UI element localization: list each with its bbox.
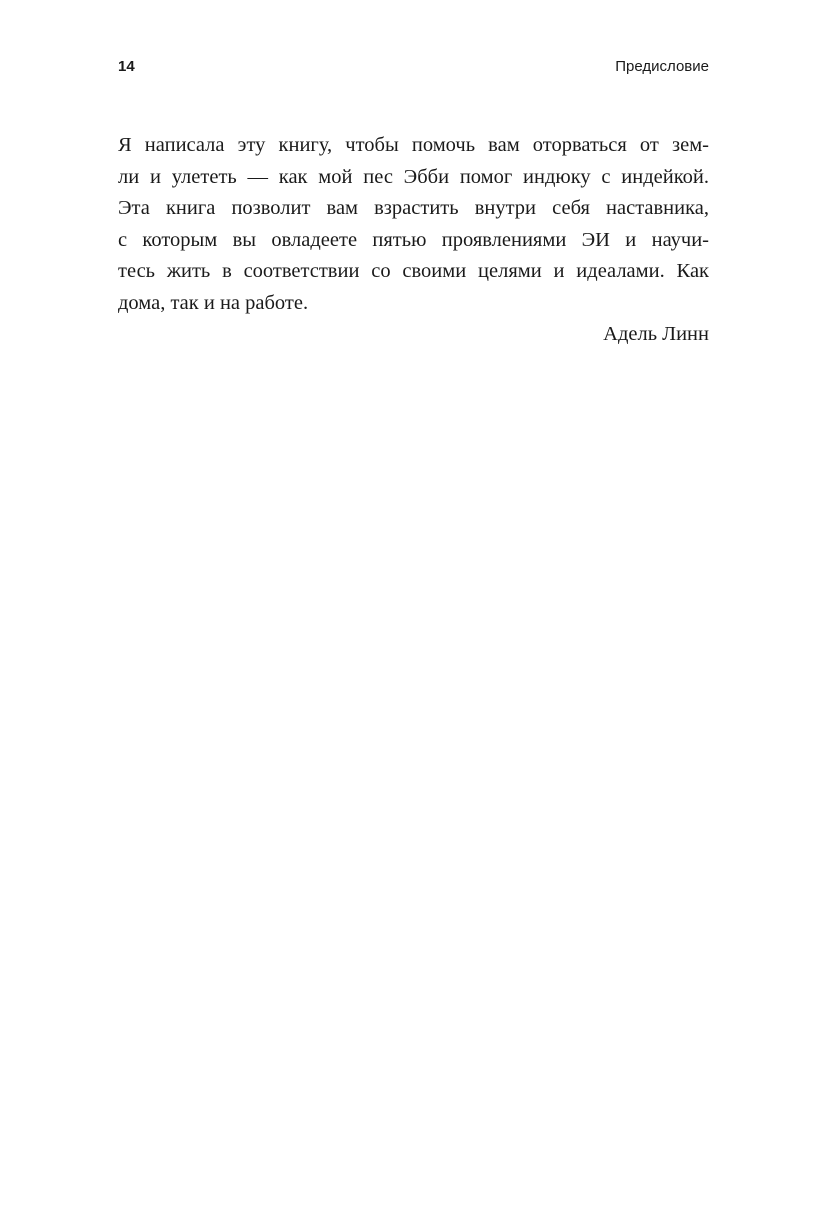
text-line: ли и улететь — как мой пес Эбби помог индюку с индейкой. [118, 165, 709, 188]
running-title: Предисловие [615, 58, 709, 75]
text-line: тесь жить в соответствии со своими целями и идеалами. Как [118, 260, 709, 282]
text-line: дома, так и на работе. [118, 291, 309, 314]
author-signature: Адель Линн [603, 323, 709, 345]
page-header [118, 55, 709, 79]
text-line: Эта книга позволит вам взрастить внутри себя наставника, [118, 197, 709, 219]
text-line: с которым вы овладеете пятью проявлениями ЭИ и научи- [118, 228, 709, 251]
text-line: Я написала эту книгу, чтобы помочь вам оторваться от зем- [118, 134, 709, 156]
page-number: 14 [118, 58, 135, 75]
main-text [118, 130, 709, 351]
